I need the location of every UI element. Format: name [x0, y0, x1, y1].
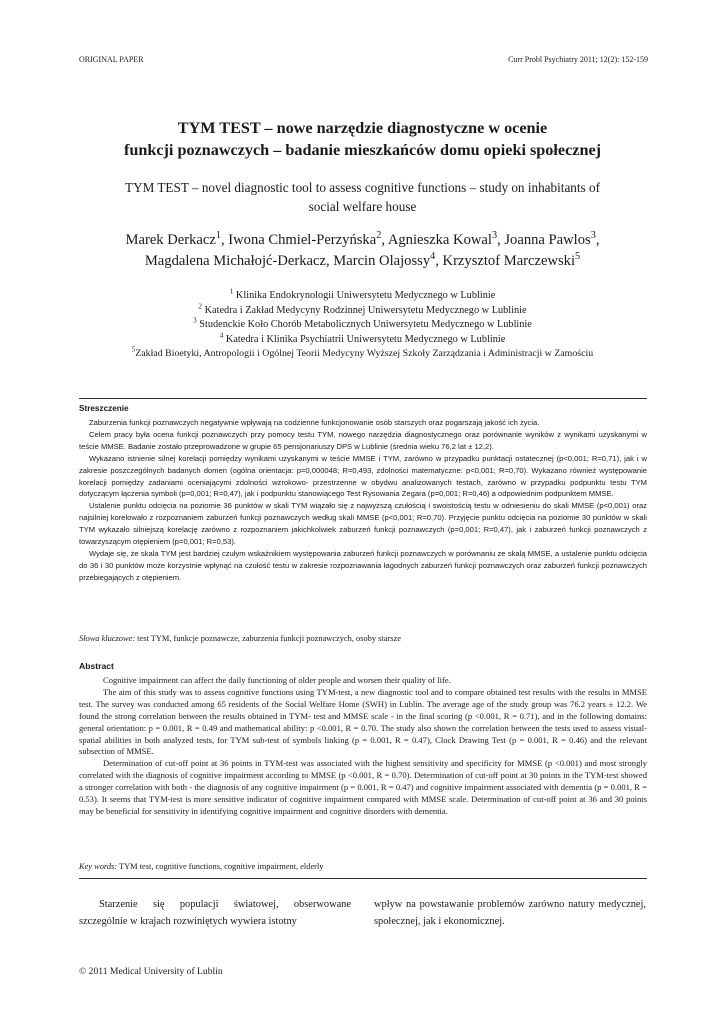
paragraph: wpływ na powstawanie problemów zarówno natury medycznej, społecznej, jak i ekonomicznej.: [374, 899, 646, 927]
body-column-right: [374, 897, 646, 931]
author-line: [50, 251, 675, 272]
author: Agnieszka Kowal$^3$,: [387, 230, 505, 248]
paragraph: Zaburzenia funkcji poznawczych negatywnie wpływają na codzienne funkcjonowanie osób starszych oraz pogarszają jakość ich życia.: [89, 418, 540, 427]
article-type: ORIGINAL PAPER: [79, 55, 144, 64]
affiliation-list: [60, 289, 665, 362]
abstract-section: [79, 661, 647, 818]
keywords-text: TYM test, cognitive functions, cognitive impairment, elderly: [117, 862, 324, 871]
paragraph: The aim of this study was to assess cognitive functions using TYM-test, a new diagnostic tool and to compare obtained test results with the results in MMSE test. The survey was conducted among 65 residents of the Social Welfare Home (SWH) in Lublin. The average age of the study group was 76.2 years ± 12.2. We found the strong correlation between the results obtained in TYM- test and MMSE scale - in the final scoring (p <0.001, R = 0.71), and in the following domains: general orientation: p = 0.001, R = 0.49 and mathematical ability: p <0.001, R = 0.70. The study also shown the correlation between the tests used to assess visual-spatial abilities in both analyzed tests, for TYM sub-test of symbols linking (p = 0.001, R = 0.47), Clock Drawing Test (p = 0.001, R = 0.46) and the relevant subsection of MMSE.: [79, 686, 647, 757]
affiliation: $^3$ Studenckie Koło Chorób Metabolicznych Uniwersytetu Medycznego w Lublinie: [193, 316, 532, 331]
paragraph: Wykazano istnienie silnej korelacji pomiędzy wynikami uzyskanymi w teście MMSE i TYM, zarówno w przypadku punktacji ostatecznej (p<0,001; R=0,71), jak i w zakresie poszczególnych badanych domen (ogólna orientacja: p=0,000048; R=0,493, zdolności matematyczne: p<0,001; R=0,70). Wykazano również występowanie korelacji pomiędzy zadaniami oceniającymi zdolności wzrokowo- przestrzenne w obydwu analizowanych testach, zarówno w przypadku podpunktu testu TYM dotyczącym łączenia symboli (p=0,001; R=0,47), jak i podpunktu stanowiącego Test Rysowania Zegara (p=0,001; R=0,46) a odpowiednim podpunktem MMSE.: [79, 453, 647, 499]
title-english: [70, 178, 655, 216]
paragraph: Determination of cut-off point at 36 points in TYM-test was associated with the highest sensitivity and specificity for MMSE (p <0.001) and most strongly correlated with the diagnosis of cognitive impairment according to MMSE (p <0.001, R = 0.70). Determination of cut-off point at 30 points in the TYM-test showed a stronger correlation with both - the diagnosis of any cognitive impairment (p = 0.001, R = 0.47) and cognitive impairment associated with dementia (p = 0.001, R = 0.53). It seems that TYM-test is more sensitive indicator of cognitive impairment compared with MMSE scale. Determination of cut-off point at 36 and 30 points may be beneficial for sensitivity in identifying cognitive impairment and cognitive disorders with dementia.: [79, 758, 647, 816]
keywords-label: Słowa kluczowe:: [79, 634, 136, 643]
keywords-english: [79, 862, 647, 871]
body-column-left: [79, 897, 351, 931]
abstract-heading: Abstract: [79, 661, 114, 671]
keywords-polish: [79, 634, 647, 643]
keywords-text: test TYM, funkcje poznawcze, zaburzenia funkcji poznawczych, osoby starsze: [135, 634, 401, 643]
author: Magdalena Michałojć-Derkacz,: [144, 253, 334, 269]
title-polish-line: TYM TEST – nowe narzędzie diagnostyczne w ocenie: [177, 119, 548, 137]
paragraph: Wydaje się, że skala TYM jest bardziej czułym wskaźnikiem występowania zaburzeń funkcji poznawczych w porównaniu ze skalą MMSE, a ustalenie punktu odcięcia do 36 i 30 punktów może korzystnie wpłynąć na czułość testu w zakresie rozpoznawania łagodnych zaburzeń funkcji poznawczych oraz zaburzeń funkcji poznawczych przebiegających z otępieniem.: [79, 548, 647, 582]
affiliation: $^5$Zakład Bioetyki, Antropologii i Ogólnej Teorii Medycyny Wyższej Szkoły Zarządzania i Administracji w Zamościu: [131, 347, 594, 360]
copyright-footer: © 2011 Medical University of Lublin: [79, 966, 223, 977]
affiliation: $^2$ Katedra i Zakład Medycyny Rodzinnej Uniwersytetu Medycznego w Lublinie: [198, 302, 527, 316]
author: Marcin Olajossy$^4$,: [333, 251, 443, 269]
streszczenie-body: [79, 417, 647, 584]
abstract-body: [79, 675, 647, 818]
divider: [79, 878, 647, 879]
author: Marek Derkacz$^1$,: [125, 230, 229, 248]
paragraph: Starzenie się populacji światowej, obserwowane szczególnie w krajach rozwiniętych wywiera istotny: [79, 899, 351, 927]
streszczenie-section: [79, 404, 647, 584]
divider: [79, 398, 647, 399]
author: Iwona Chmiel-Perzyńska$^2$,: [228, 230, 388, 248]
journal-citation: Curr Probl Psychiatry 2011; 12(2): 152-159: [508, 55, 648, 64]
paragraph: Cognitive impairment can affect the daily functioning of older people and worsen their quality of life.: [103, 675, 451, 685]
title-polish-line: funkcji poznawczych – badanie mieszkańców domu opieki społecznej: [123, 141, 602, 159]
affiliation: $^1$ Klinika Endokrynologii Uniwersytetu Medycznego w Lublinie: [229, 287, 496, 301]
author-list: [50, 230, 675, 272]
title-english-line: social welfare house: [308, 199, 417, 214]
author: Joanna Pawlos$^3$,: [504, 230, 600, 248]
keywords-label: Key words:: [79, 862, 118, 871]
title-polish: [60, 117, 665, 161]
author: Krzysztof Marczewski$^5$: [442, 251, 581, 269]
title-english-line: TYM TEST – novel diagnostic tool to assess cognitive functions – study on inhabitants of: [125, 180, 600, 195]
running-header: [79, 55, 648, 67]
paragraph: Celem pracy była ocena funkcji poznawczych przy pomocy testu TYM, nowego narzędzia diagnostycznego oraz porównanie wyników z wynikami uzyskanymi w teście MMSE. Badanie zostało przeprowadzone w grupie 65 pensjonariuszy DPS w Lublinie (średnia wieku 76,2 lat ± 12,2).: [79, 429, 647, 451]
streszczenie-heading: Streszczenie: [79, 404, 129, 413]
affiliation: $^4$ Katedra i Klinika Psychiatrii Uniwersytetu Medycznego w Lublinie: [219, 331, 506, 345]
paragraph: Ustalenie punktu odcięcia na poziomie 36 punktów w skali TYM wiązało się z najwyższą czułością i swoistością testu w odniesieniu do skali MMSE (p<0,001) oraz najsilniej korelowało z rozpoznaniem zaburzeń funkcji poznawczych według skali MMSE (p<0,001; R=0,70). Przyjęcie punktu odcięcia na poziomie 30 punktów w skali TYM wykazało silniejszą korelację zarówno z rozpoznaniem jakichkolwiek zaburzeń funkcji poznawczych (p=0,001; R=0,47), jak i zaburzeń funkcji poznawczych z towarzyszącym otępieniem (p=0,001; R=0,53).: [79, 501, 647, 547]
author-line: [50, 230, 675, 251]
